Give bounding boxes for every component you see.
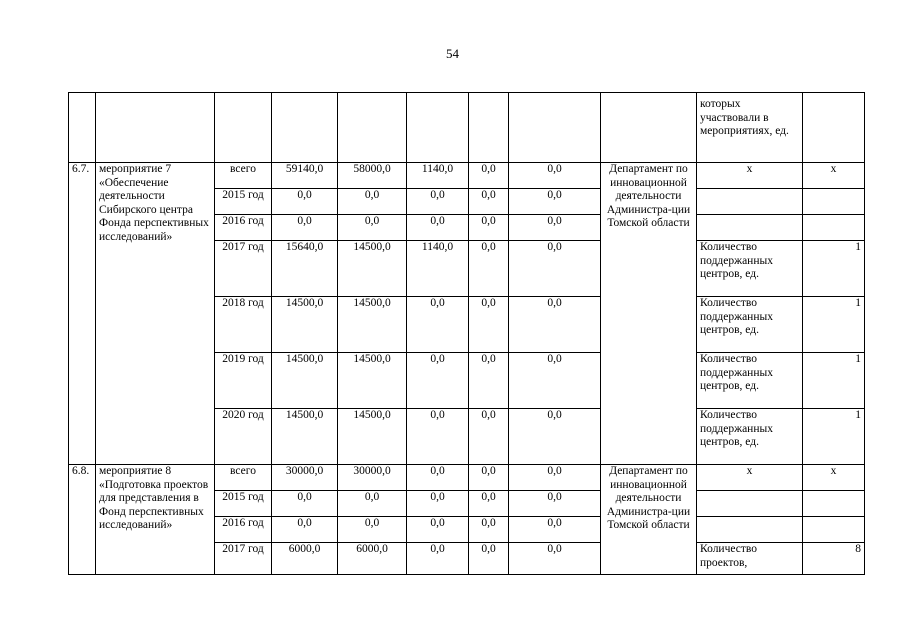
period-cell: 2017 год — [215, 241, 272, 297]
regional-budget-cell: 6000,0 — [338, 543, 407, 575]
funding-cell: 0,0 — [509, 543, 601, 575]
empty-cell — [338, 93, 407, 163]
funding-cell: 0,0 — [407, 297, 469, 353]
table-row — [69, 465, 865, 491]
indicator-value-cell: 1 — [803, 409, 865, 465]
total-funding-cell: 0,0 — [272, 517, 338, 543]
empty-cell — [96, 93, 215, 163]
empty-cell — [509, 93, 601, 163]
funding-cell: 1140,0 — [407, 163, 469, 189]
regional-budget-cell: 0,0 — [338, 491, 407, 517]
funding-cell: 0,0 — [509, 517, 601, 543]
funding-cell: 0,0 — [509, 491, 601, 517]
regional-budget-cell: 14500,0 — [338, 241, 407, 297]
activity-number-cell: 6.7. — [69, 163, 96, 465]
empty-cell — [69, 93, 96, 163]
indicator-name-cell: Количество поддержанных центров, ед. — [697, 409, 803, 465]
indicator-value-cell: х — [803, 465, 865, 491]
activity-number-cell: 6.8. — [69, 465, 96, 575]
indicator-name-cell: Количество поддержанных центров, ед. — [697, 353, 803, 409]
total-funding-cell: 0,0 — [272, 215, 338, 241]
indicator-value-cell: 1 — [803, 353, 865, 409]
funding-cell: 0,0 — [469, 409, 509, 465]
total-funding-cell: 30000,0 — [272, 465, 338, 491]
period-cell: 2020 год — [215, 409, 272, 465]
regional-budget-cell: 0,0 — [338, 215, 407, 241]
period-cell: 2017 год — [215, 543, 272, 575]
indicator-name-cell — [697, 517, 803, 543]
indicator-name-cell: Количество проектов, — [697, 543, 803, 575]
funding-cell: 0,0 — [509, 163, 601, 189]
empty-cell — [601, 93, 697, 163]
indicator-header-cell: которых участвовали в мероприятиях, ед. — [697, 93, 803, 163]
total-funding-cell: 0,0 — [272, 491, 338, 517]
activity-description-cell: мероприятие 7 «Обеспечение деятельности Сибирского центра Фонда перспективных исследований» — [96, 163, 215, 465]
funding-cell: 1140,0 — [407, 241, 469, 297]
funding-cell: 0,0 — [469, 517, 509, 543]
funding-cell: 0,0 — [469, 491, 509, 517]
funding-cell: 0,0 — [509, 241, 601, 297]
regional-budget-cell: 14500,0 — [338, 409, 407, 465]
period-cell: всего — [215, 465, 272, 491]
period-cell: 2019 год — [215, 353, 272, 409]
total-funding-cell: 6000,0 — [272, 543, 338, 575]
funding-cell: 0,0 — [407, 409, 469, 465]
empty-cell — [803, 93, 865, 163]
indicator-value-cell: 1 — [803, 241, 865, 297]
regional-budget-cell: 0,0 — [338, 517, 407, 543]
period-cell: 2016 год — [215, 215, 272, 241]
empty-cell — [272, 93, 338, 163]
funding-cell: 0,0 — [469, 163, 509, 189]
total-funding-cell: 59140,0 — [272, 163, 338, 189]
indicator-value-cell — [803, 491, 865, 517]
responsible-department-cell: Департамент по инновационной деятельности Администра-ции Томской области — [601, 465, 697, 575]
funding-cell: 0,0 — [469, 297, 509, 353]
funding-cell: 0,0 — [469, 215, 509, 241]
indicator-name-cell — [697, 491, 803, 517]
table-row — [69, 163, 865, 189]
period-cell: 2018 год — [215, 297, 272, 353]
total-funding-cell: 0,0 — [272, 189, 338, 215]
funding-cell: 0,0 — [509, 297, 601, 353]
regional-budget-cell: 14500,0 — [338, 297, 407, 353]
funding-cell: 0,0 — [509, 409, 601, 465]
indicator-value-cell: 8 — [803, 543, 865, 575]
funding-cell: 0,0 — [469, 189, 509, 215]
regional-budget-cell: 0,0 — [338, 189, 407, 215]
continuation-header-row — [69, 93, 865, 163]
regional-budget-cell: 14500,0 — [338, 353, 407, 409]
period-cell: 2015 год — [215, 189, 272, 215]
indicator-value-cell — [803, 215, 865, 241]
indicator-value-cell — [803, 189, 865, 215]
indicator-value-cell: х — [803, 163, 865, 189]
funding-cell: 0,0 — [407, 517, 469, 543]
funding-cell: 0,0 — [469, 353, 509, 409]
indicator-name-cell — [697, 189, 803, 215]
empty-cell — [469, 93, 509, 163]
funding-cell: 0,0 — [407, 465, 469, 491]
funding-cell: 0,0 — [407, 491, 469, 517]
funding-cell: 0,0 — [509, 465, 601, 491]
period-cell: всего — [215, 163, 272, 189]
regional-budget-cell: 30000,0 — [338, 465, 407, 491]
budget-table — [68, 92, 865, 575]
total-funding-cell: 14500,0 — [272, 353, 338, 409]
funding-cell: 0,0 — [407, 543, 469, 575]
indicator-value-cell — [803, 517, 865, 543]
indicator-name-cell: Количество поддержанных центров, ед. — [697, 241, 803, 297]
page-number: 54 — [446, 46, 459, 61]
funding-cell: 0,0 — [469, 241, 509, 297]
regional-budget-cell: 58000,0 — [338, 163, 407, 189]
funding-cell: 0,0 — [407, 189, 469, 215]
empty-cell — [407, 93, 469, 163]
empty-cell — [215, 93, 272, 163]
funding-cell: 0,0 — [509, 353, 601, 409]
period-cell: 2016 год — [215, 517, 272, 543]
total-funding-cell: 15640,0 — [272, 241, 338, 297]
period-cell: 2015 год — [215, 491, 272, 517]
total-funding-cell: 14500,0 — [272, 297, 338, 353]
indicator-name-cell: х — [697, 163, 803, 189]
funding-cell: 0,0 — [509, 215, 601, 241]
funding-cell: 0,0 — [407, 353, 469, 409]
activity-description-cell: мероприятие 8 «Подготовка проектов для представления в Фонд перспективных исследований» — [96, 465, 215, 575]
indicator-name-cell: х — [697, 465, 803, 491]
responsible-department-cell: Департамент по инновационной деятельности Администра-ции Томской области — [601, 163, 697, 465]
indicator-value-cell: 1 — [803, 297, 865, 353]
indicator-name-cell — [697, 215, 803, 241]
total-funding-cell: 14500,0 — [272, 409, 338, 465]
funding-cell: 0,0 — [469, 465, 509, 491]
funding-cell: 0,0 — [509, 189, 601, 215]
funding-cell: 0,0 — [407, 215, 469, 241]
funding-cell: 0,0 — [469, 543, 509, 575]
indicator-name-cell: Количество поддержанных центров, ед. — [697, 297, 803, 353]
